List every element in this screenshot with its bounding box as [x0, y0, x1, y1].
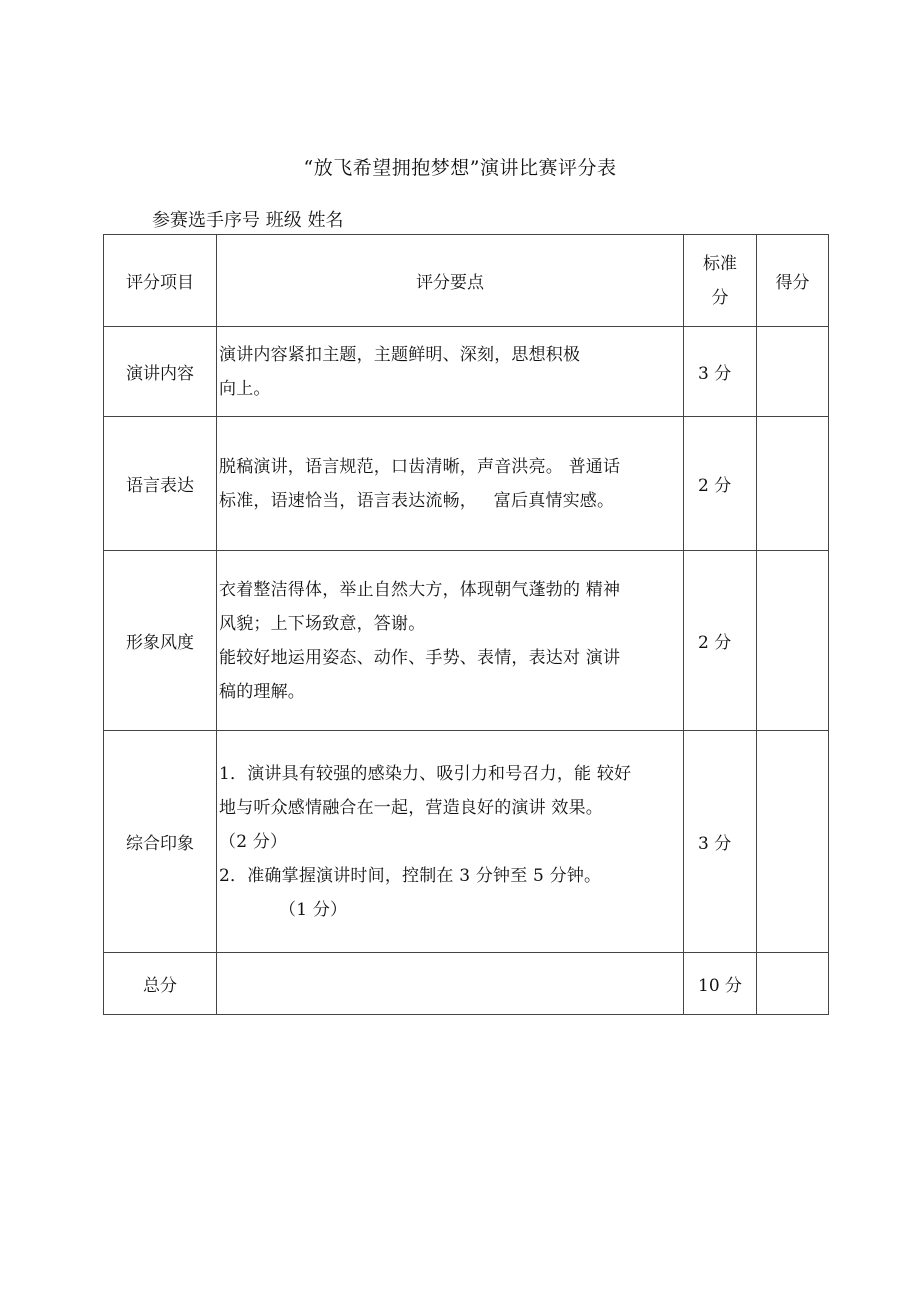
header-item: 评分项目	[104, 235, 217, 327]
contestant-info-line: 参赛选手序号 班级 姓名	[152, 210, 344, 231]
row-standard: 2 分	[684, 551, 757, 731]
row-score-cell[interactable]	[757, 731, 829, 953]
row-points-line: 稿的理解。	[219, 681, 305, 702]
row-item: 演讲内容	[104, 327, 217, 417]
row-points-line: 地与听众感情融合在一起，营造良好的演讲 效果。	[219, 797, 604, 818]
total-label: 总分	[104, 953, 217, 1015]
row-points-line: （1 分）	[279, 899, 348, 920]
row-points-line: 标准，语速恰当，语言表达流畅， 富后真情实感。	[219, 490, 615, 511]
table-row	[104, 417, 829, 551]
header-standard-line2: 分	[711, 287, 729, 308]
row-standard: 2 分	[684, 417, 757, 551]
row-item: 语言表达	[104, 417, 217, 551]
document-title: “放飞希望拥抱梦想”演讲比赛评分表	[303, 157, 617, 179]
row-points-line: 风貌；上下场致意，答谢。	[219, 613, 426, 634]
row-points-line: （2 分）	[219, 831, 288, 852]
row-standard: 3 分	[684, 327, 757, 417]
table-row	[104, 327, 829, 417]
row-points-line: 1．演讲具有较强的感染力、吸引力和号召力，能 较好	[219, 763, 632, 784]
table-row	[104, 731, 829, 953]
row-score-cell[interactable]	[757, 551, 829, 731]
row-points-line: 向上。	[219, 378, 271, 399]
row-points-line: 衣着整洁得体，举止自然大方，体现朝气蓬勃的 精神	[219, 579, 621, 600]
header-standard	[684, 235, 757, 327]
row-points-line: 能较好地运用姿态、动作、手势、表情，表达对 演讲	[219, 647, 621, 668]
total-standard: 10 分	[684, 953, 757, 1015]
row-score-cell[interactable]	[757, 417, 829, 551]
total-score-cell[interactable]	[757, 953, 829, 1015]
row-item: 综合印象	[104, 731, 217, 953]
header-standard-line1: 标准	[703, 253, 737, 274]
row-points	[217, 731, 684, 953]
total-points	[217, 953, 684, 1015]
row-score-cell[interactable]	[757, 327, 829, 417]
row-points	[217, 327, 684, 417]
row-standard: 3 分	[684, 731, 757, 953]
row-points-line: 演讲内容紧扣主题，主题鲜明、深刻，思想积极	[219, 344, 581, 365]
row-points	[217, 417, 684, 551]
table-row	[104, 551, 829, 731]
row-points-line: 脱稿演讲，语言规范，口齿清晰，声音洪亮。 普通话	[219, 456, 621, 477]
header-score: 得分	[757, 235, 829, 327]
row-points	[217, 551, 684, 731]
row-points-line: 2．准确掌握演讲时间，控制在 3 分钟至 5 分钟。	[219, 865, 602, 886]
table-header-row	[104, 235, 829, 327]
score-table	[103, 234, 829, 1015]
header-points: 评分要点	[217, 235, 684, 327]
table-total-row	[104, 953, 829, 1015]
row-item: 形象风度	[104, 551, 217, 731]
